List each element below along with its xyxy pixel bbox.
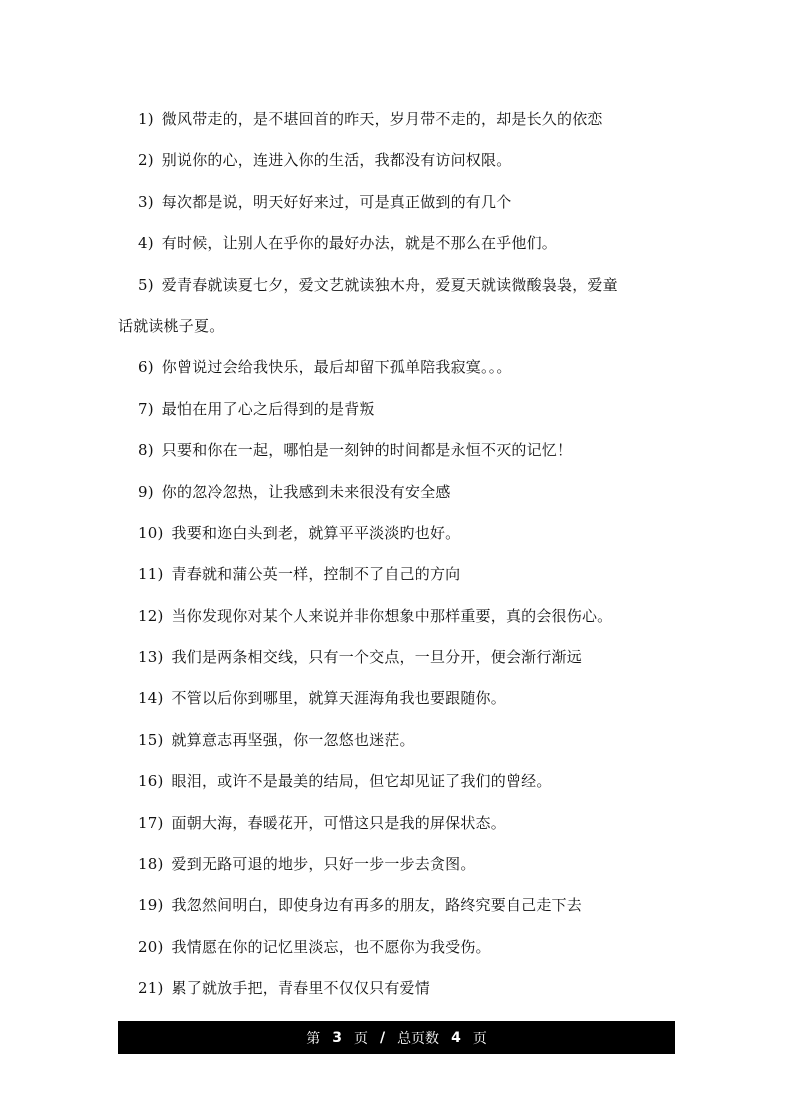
list-item-number: 11) <box>138 565 164 584</box>
list-item-text: 最怕在用了心之后得到的是背叛 <box>161 399 375 418</box>
list-item-text: 我要和迩白头到老，就算平平淡淡旳也好。 <box>171 523 461 542</box>
list-item <box>118 140 678 181</box>
current-page-number: 3 <box>332 1029 342 1046</box>
list-item-number: 12) <box>138 606 164 625</box>
list-item <box>118 513 678 554</box>
list-item-text: 只要和你在一起，哪怕是一刻钟的时间都是永恒不灭的记忆！ <box>161 441 573 460</box>
list-item <box>118 430 678 471</box>
list-item <box>118 720 678 761</box>
footer-total-unit: 页 <box>472 1030 487 1047</box>
list-item-number: 14) <box>138 689 164 708</box>
list-item-number: 6) <box>138 358 154 377</box>
list-item-text: 你曾说过会给我快乐，最后却留下孤单陪我寂寞。。。 <box>161 358 512 377</box>
list-item <box>118 968 678 1009</box>
list-item-text: 有时候，让别人在乎你的最好办法，就是不那么在乎他们。 <box>161 234 557 253</box>
list-item <box>118 678 678 719</box>
list-item-number: 21) <box>138 979 164 998</box>
list-item-number: 20) <box>138 937 164 956</box>
list-item-number: 5) <box>138 275 154 294</box>
list-item <box>118 265 678 306</box>
list-item-text: 爱到无路可退的地步，只好一步一步去贪图。 <box>171 855 476 874</box>
list-item-number: 3) <box>138 192 154 211</box>
list-item-text: 我情愿在你的记忆里淡忘，也不愿你为我受伤。 <box>171 937 491 956</box>
page-footer <box>118 1021 675 1054</box>
list-item <box>118 761 678 802</box>
quote-list <box>118 99 678 1010</box>
list-item <box>118 844 678 885</box>
list-item-number: 9) <box>138 482 154 501</box>
list-item-number: 19) <box>138 896 164 915</box>
list-item-number: 13) <box>138 648 164 667</box>
list-item-text: 别说你的心，连进入你的生活，我都没有访问权限。 <box>161 151 512 170</box>
list-item-text: 爱青春就读夏七夕，爱文艺就读独木舟，爱夏天就读微酸袅袅，爱童 <box>161 275 618 294</box>
list-item <box>118 99 678 140</box>
list-item-number: 18) <box>138 855 164 874</box>
list-item-text: 累了就放手把，青春里不仅仅只有爱情 <box>171 979 430 998</box>
list-item <box>118 885 678 926</box>
list-item-text: 微风带走的，是不堪回首的昨天，岁月带不走的，却是长久的依恋 <box>161 110 603 128</box>
list-item-number: 1) <box>138 110 154 128</box>
list-item-number: 17) <box>138 813 164 832</box>
list-item-text: 我忽然间明白，即使身边有再多的朋友，路终究要自己走下去 <box>171 896 582 915</box>
list-item <box>118 182 678 223</box>
list-item-text: 当你发现你对某个人来说并非你想象中那样重要，真的会很伤心。 <box>171 606 613 625</box>
list-item-number: 15) <box>138 730 164 749</box>
list-item <box>118 347 678 388</box>
list-item <box>118 389 678 430</box>
list-item <box>118 637 678 678</box>
footer-prefix: 第 <box>306 1030 321 1047</box>
list-item-continuation: 话就读桃子夏。 <box>118 316 225 335</box>
list-item <box>118 472 678 513</box>
list-item-text: 每次都是说，明天好好来过，可是真正做到的有几个 <box>161 192 512 211</box>
list-item-number: 10) <box>138 523 164 542</box>
list-item-number: 2) <box>138 151 154 170</box>
footer-page-unit: 页 <box>353 1030 368 1047</box>
list-item-number: 8) <box>138 441 154 460</box>
list-item <box>118 596 678 637</box>
list-item-number: 16) <box>138 772 164 791</box>
list-item-number: 4) <box>138 234 154 253</box>
list-item-text: 眼泪，或许不是最美的结局，但它却见证了我们的曾经。 <box>171 772 552 791</box>
total-pages-number: 4 <box>451 1029 461 1046</box>
footer-total-label: 总页数 <box>397 1030 440 1047</box>
list-item <box>118 554 678 595</box>
list-item-text: 青春就和蒲公英一样，控制不了自己的方向 <box>171 565 461 584</box>
list-item-text: 你的忽冷忽热，让我感到未来很没有安全感 <box>161 482 451 501</box>
list-item <box>118 927 678 968</box>
list-item-text: 面朝大海，春暖花开，可惜这只是我的屏保状态。 <box>171 813 506 832</box>
footer-separator: / <box>379 1029 386 1046</box>
list-item <box>118 223 678 264</box>
list-item-text: 我们是两条相交线，只有一个交点，一旦分开，便会渐行渐远 <box>171 648 582 667</box>
list-item-text: 不管以后你到哪里，就算天涯海角我也要跟随你。 <box>171 689 506 708</box>
list-item <box>118 803 678 844</box>
list-item-number: 7) <box>138 399 154 418</box>
list-item-text: 就算意志再坚强，你一忽悠也迷茫。 <box>171 730 415 749</box>
